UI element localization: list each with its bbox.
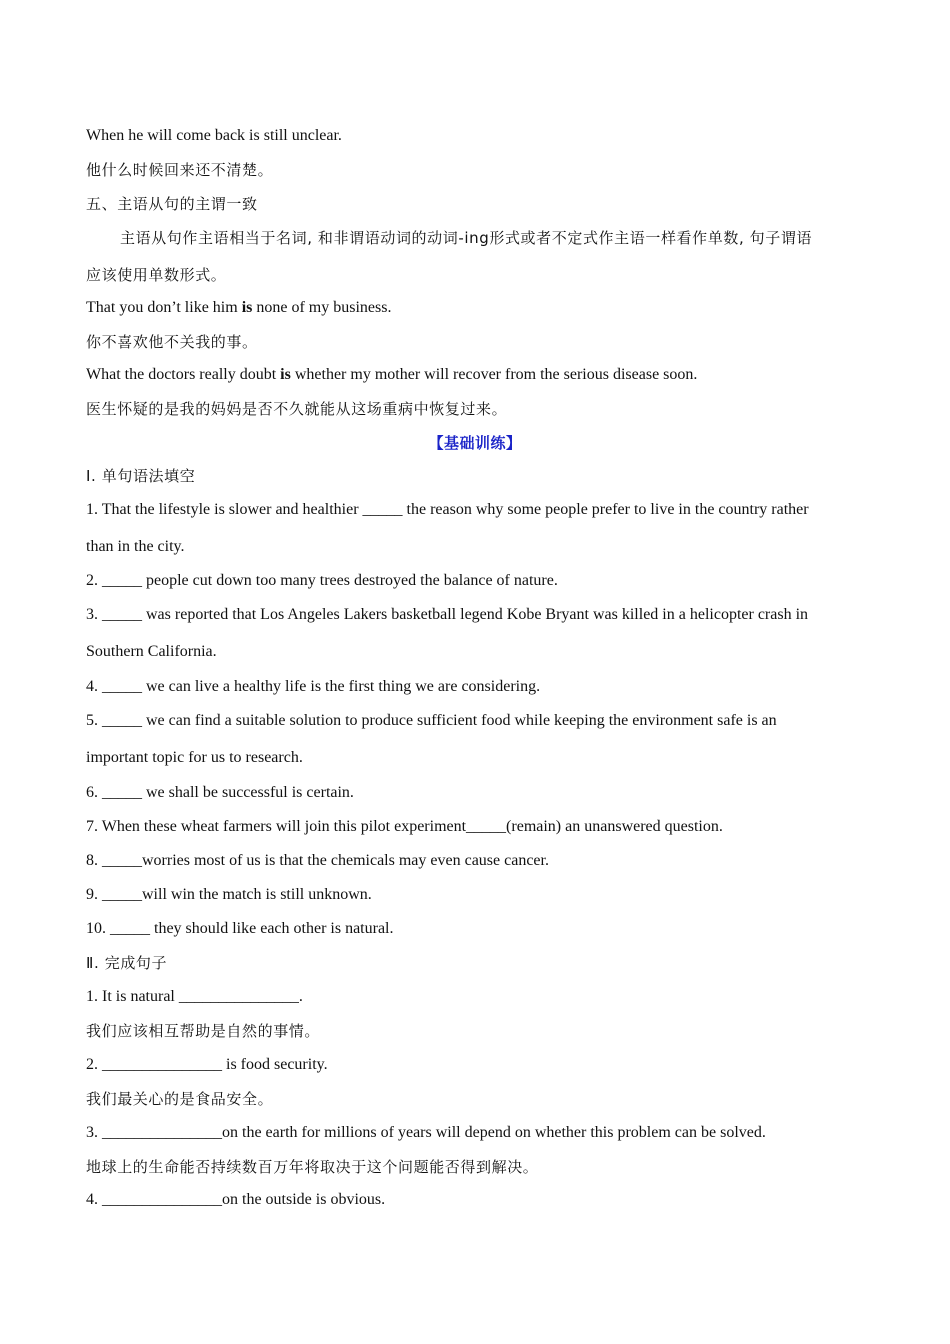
question-5-line-1: 5. _____ we can find a suitable solution to produce sufficient food while keeping the environment safe is an (86, 712, 777, 729)
example-1-en (86, 297, 866, 319)
complete-2: 2. _______________ is food security. (86, 1056, 328, 1073)
question-8: 8. _____worries most of us is that the chemicals may even cause cancer. (86, 852, 549, 869)
example-1-pre: That you don’t like him (86, 299, 242, 316)
example-1-bold: is (241, 299, 253, 316)
question-3-line-2: Southern California. (86, 643, 217, 660)
example-1-post: none of my business. (252, 299, 392, 316)
part-2-title: Ⅱ. 完成句子 (86, 954, 168, 972)
complete-4: 4. _______________on the outside is obvious. (86, 1191, 386, 1208)
paragraph-line-1: 主语从句作主语相当于名词, 和非谓语动词的动词-ing形式或者不定式作主语一样看作单数, 句子谓语 (120, 229, 813, 247)
example-2-post: whether my mother will recover from the serious disease soon. (290, 366, 698, 383)
question-4: 4. _____ we can live a healthy life is the first thing we are considering. (86, 678, 541, 695)
section-title: 五、主语从句的主谓一致 (86, 195, 258, 213)
complete-3: 3. _______________on the earth for millions of years will depend on whether this problem can be solved. (86, 1124, 766, 1141)
example-1-cn: 你不喜欢他不关我的事。 (86, 333, 258, 351)
complete-2-cn: 我们最关心的是食品安全。 (86, 1090, 274, 1108)
complete-1-cn: 我们应该相互帮助是自然的事情。 (86, 1022, 321, 1040)
question-1-line-2: than in the city. (86, 538, 185, 555)
question-7: 7. When these wheat farmers will join this pilot experiment_____(remain) an unanswered question. (86, 818, 723, 835)
question-5-line-2: important topic for us to research. (86, 749, 303, 766)
question-2: 2. _____ people cut down too many trees destroyed the balance of nature. (86, 572, 558, 589)
example-2-bold: is (280, 366, 291, 383)
question-3-line-1: 3. _____ was reported that Los Angeles Lakers basketball legend Kobe Bryant was killed in a helicopter crash in (86, 606, 809, 623)
paragraph-line-2: 应该使用单数形式。 (86, 266, 227, 284)
question-6: 6. _____ we shall be successful is certain. (86, 784, 354, 801)
training-heading: 【基础训练】 (428, 434, 522, 452)
question-10: 10. _____ they should like each other is natural. (86, 920, 394, 937)
example-sentence-cn: 他什么时候回来还不清楚。 (86, 161, 274, 179)
example-2-en (86, 364, 866, 386)
example-2-cn: 医生怀疑的是我的妈妈是否不久就能从这场重病中恢复过来。 (86, 400, 508, 418)
question-1-line-1: 1. That the lifestyle is slower and healthier _____ the reason why some people prefer to live in the country rather (86, 501, 809, 518)
complete-3-cn: 地球上的生命能否持续数百万年将取决于这个问题能否得到解决。 (86, 1158, 539, 1176)
complete-1: 1. It is natural _______________. (86, 988, 303, 1005)
example-2-pre: What the doctors really doubt (86, 366, 281, 383)
example-sentence-en: When he will come back is still unclear. (86, 127, 342, 144)
question-9: 9. _____will win the match is still unknown. (86, 886, 372, 903)
part-1-title: I. 单句语法填空 (86, 467, 196, 485)
